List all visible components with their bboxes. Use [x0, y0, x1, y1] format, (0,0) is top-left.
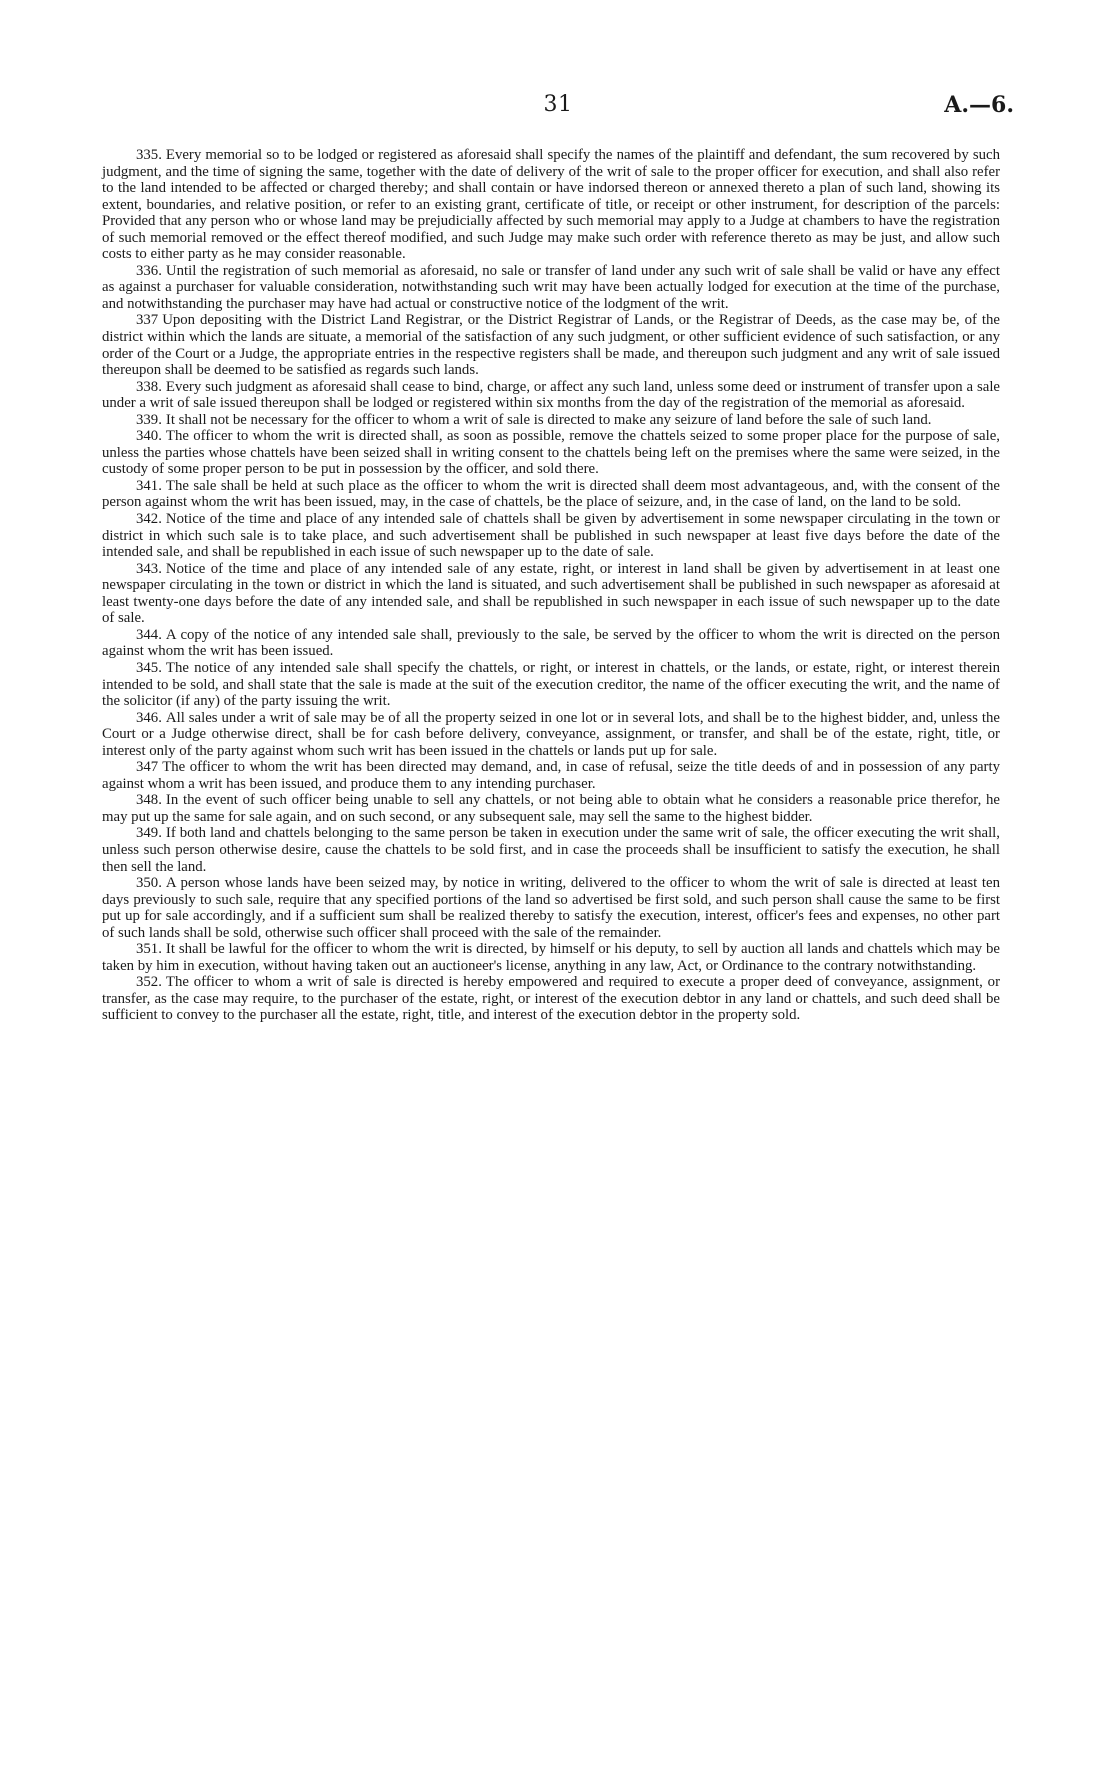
section-paragraph: [102, 875, 1000, 941]
section-number: 344.: [136, 626, 162, 643]
section-paragraph: [102, 263, 1000, 313]
section-text: Until the registration of such memorial as aforesaid, no sale or transfer of land under any such writ of sale shall be valid or have any effect as against a purchaser for valuable consideration, notwithstanding such writ may have been actually lodged for execution at the time of the purchase, and notwithstanding the purchaser may have had actual or constructive notice of the lodgment of the writ.: [102, 262, 1000, 312]
section-text: All sales under a writ of sale may be of all the property seized in one lot or in several lots, and shall be to the highest bidder, and, unless the Court or a Judge otherwise direct, shall be for cash before delivery, conveyance, assignment, or transfer, and shall be of the estate, right, title, or interest only of the party against whom such writ has been issued in the chattels or lands put up for sale.: [102, 709, 1000, 759]
section-text: It shall be lawful for the officer to whom the writ is directed, by himself or his deputy, to sell by auction all lands and chattels which may be taken by him in execution, without having taken out an auctioneer's license, anything in any law, Act, or Ordinance to the contrary notwithstanding.: [102, 941, 1000, 974]
section-number: 346.: [136, 709, 162, 726]
section-text: Upon depositing with the District Land Registrar, or the District Registrar of Lands, or the Registrar of Deeds, as the case may be, of the district within which the lands are situate, a memorial of the satisfaction of any such judgment, or other sufficient evidence of such satisfaction, or any order of the Court or a Judge, the appropriate entries in the respective registers shall be made, and thereupon such judgment and any writ of sale issued thereupon shall be deemed to be satisfied as regards such lands.: [102, 312, 1000, 379]
section-number: 347: [136, 759, 159, 776]
section-paragraph: [102, 660, 1000, 710]
section-number: 350.: [136, 875, 162, 892]
section-number: 336.: [136, 262, 162, 279]
section-paragraph: [102, 379, 1000, 412]
section-number: 351.: [136, 941, 162, 958]
section-text: The officer to whom a writ of sale is directed is hereby empowered and required to execute a proper deed of conveyance, assignment, or transfer, as the case may require, to the purchaser of the estate, right, or interest of the execution debtor in any land or chattels, and such deed shall be sufficient to convey to the purchaser all the estate, right, title, and interest of the execution debtor in the property sold.: [102, 974, 1000, 1024]
section-number: 338.: [136, 378, 162, 395]
paper-reference: A.—6.: [944, 92, 1014, 118]
section-number: 337: [136, 312, 159, 329]
section-text: If both land and chattels belonging to the same person be taken in execution under the same writ of sale, the officer executing the writ shall, unless such person otherwise desire, cause the chattels to be sold first, and in case the proceeds shall be insufficient to satisfy the execution, he shall then sell the land.: [102, 825, 1000, 875]
section-text: The sale shall be held at such place as the officer to whom the writ is directed shall deem most advantageous, and, with the consent of the person against whom the writ has been issued, may, in the case of chattels, be the place of seizure, and, in the case of land, on the land to be sold.: [102, 477, 1000, 511]
section-number: 348.: [136, 792, 162, 809]
section-number: 339.: [136, 411, 162, 428]
section-paragraph: [102, 478, 1000, 511]
section-paragraph: [102, 312, 1000, 378]
section-text: It shall not be necessary for the officer to whom a writ of sale is directed to make any seizure of land before the sale of such land.: [165, 411, 932, 428]
section-paragraph: [102, 941, 1000, 974]
section-number: 341.: [136, 477, 162, 494]
section-text: In the event of such officer being unable to sell any chattels, or not being able to obtain what he considers a reasonable price therefor, he may put up the same for sale again, and on such second, or any subsequent sale, may sell the same to the highest bidder.: [102, 792, 1000, 825]
section-number: 352.: [136, 974, 162, 991]
section-number: 345.: [136, 659, 162, 676]
section-text: Every such judgment as aforesaid shall cease to bind, charge, or affect any such land, unless some deed or instrument of transfer upon a sale under a writ of sale issued thereupon shall be lodged or registered within six months from the day of the registration of the memorial as aforesaid.: [102, 378, 1000, 412]
section-number: 342.: [136, 511, 162, 528]
section-paragraph: [102, 428, 1000, 478]
section-text: The officer to whom the writ has been directed may demand, and, in case of refusal, seize the title deeds of and in possession of any party against whom a writ has been issued, and produce them to any intending purchaser.: [102, 759, 1000, 792]
section-number: 340.: [136, 428, 162, 445]
section-paragraph: [102, 825, 1000, 875]
section-text: Every memorial so to be lodged or registered as aforesaid shall specify the names of the plaintiff and defendant, the sum recovered by such judgment, and the time of signing the same, together with the date of delivery of the writ of sale to the proper officer for execution, and shall also refer to the land intended to be affected or charged thereby; and shall contain or have indorsed thereon or annexed thereto a plan of such land, showing its extent, boundaries, and relative position, or refer to an existing grant, certificate of title, or receipt or other instrument, for description of the parcels: Provided that any person who or whose land may be prejudicially affected by such memorial may apply to a Judge at chambers to have the registration of such memorial removed or the effect thereof modified, and such Judge may make such order with reference thereto as may be just, and allow such costs to either party as he may consider reasonable.: [102, 147, 1000, 263]
body-text: [102, 147, 1000, 1024]
section-paragraph: [102, 511, 1000, 561]
section-paragraph: [102, 412, 1000, 429]
section-paragraph: [102, 627, 1000, 660]
section-text: A person whose lands have been seized may, by notice in writing, delivered to the officer to whom the writ of sale is directed at least ten days previously to such sale, require that any specified portions of the land so advertised be first sold, and such person shall cause the same to be first put up for sale accordingly, and if a sufficient sum shall be realized thereby to satisfy the execution, interest, officer's fees and expenses, no other part of such lands shall be sold, otherwise such officer shall proceed with the sale of the remainder.: [102, 875, 1000, 941]
section-paragraph: [102, 792, 1000, 825]
section-text: A copy of the notice of any intended sale shall, previously to the sale, be served by the officer to whom the writ is directed on the person against whom the writ has been issued.: [102, 626, 1000, 660]
page-number: 31: [543, 92, 573, 117]
page-header: [102, 92, 1014, 126]
section-paragraph: [102, 974, 1000, 1024]
section-paragraph: [102, 561, 1000, 627]
section-text: The officer to whom the writ is directed shall, as soon as possible, remove the chattels seized to some proper place for the purpose of sale, unless the parties whose chattels have been seized shall in writing consent to the chattels being left on the premises where the same were seized, in the custody of some proper person to be put in possession by the officer, and sold there.: [102, 428, 1000, 478]
section-number: 349.: [136, 825, 162, 842]
section-number: 335.: [136, 147, 162, 163]
section-paragraph: [102, 147, 1000, 263]
section-text: Notice of the time and place of any intended sale of any estate, right, or interest in land shall be given by advertisement in at least one newspaper circulating in the town or district in which the land is situated, and such advertisement shall be published in such newspaper as aforesaid at least twenty-one days before the date of any intended sale, and shall be republished in such newspaper in each issue of such newspaper up to the date of sale.: [102, 560, 1000, 627]
section-number: 343.: [136, 560, 162, 577]
section-paragraph: [102, 710, 1000, 760]
section-text: The notice of any intended sale shall specify the chattels, or right, or interest in chattels, or the lands, or estate, right, or interest therein intended to be sold, and shall state that the sale is made at the suit of the execution creditor, the name of the officer executing the writ, and the name of the solicitor (if any) of the party issuing the writ.: [102, 659, 1000, 710]
section-text: Notice of the time and place of any intended sale of chattels shall be given by advertisement in some newspaper circulating in the town or district in which such sale is to take place, and such advertisement shall be published in such newspaper at least five days before the date of the intended sale, and shall be republished in each issue of such newspaper up to the date of sale.: [102, 511, 1000, 561]
section-paragraph: [102, 759, 1000, 792]
